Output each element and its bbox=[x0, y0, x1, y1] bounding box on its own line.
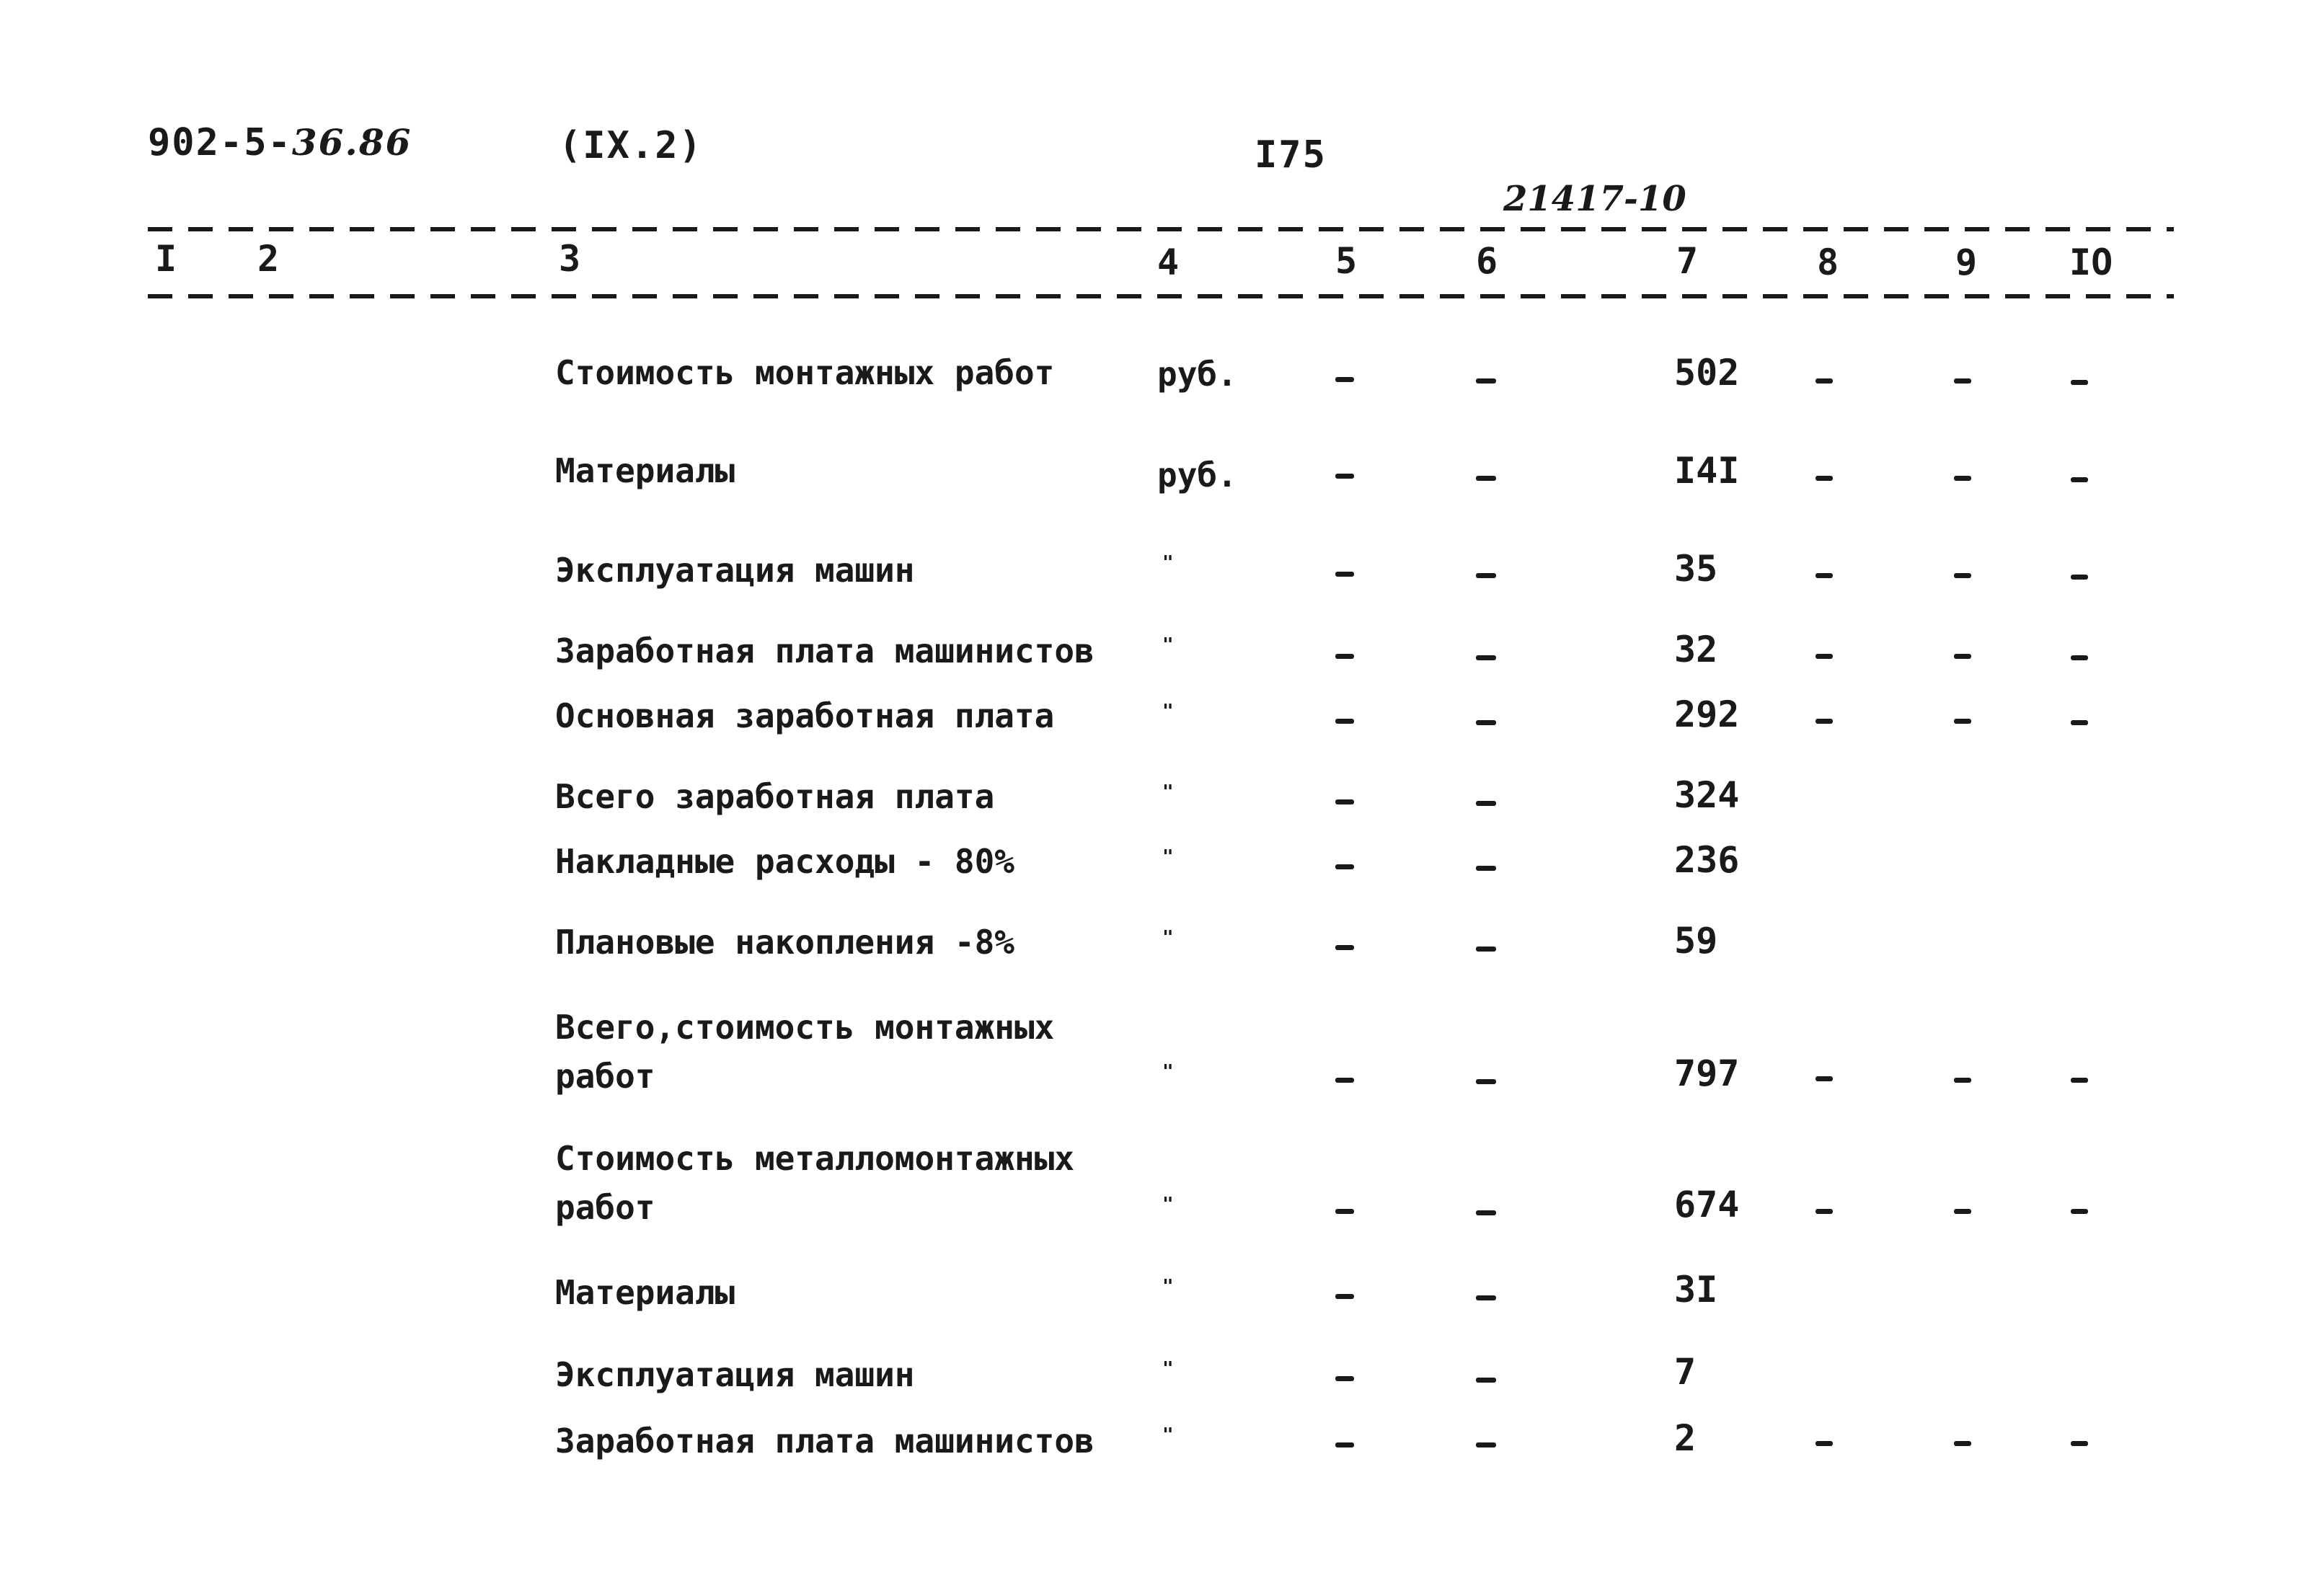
dash-col5 bbox=[1335, 377, 1354, 382]
row-name: Эксплуатация машин bbox=[555, 551, 915, 590]
dash-col5 bbox=[1335, 654, 1354, 659]
row-unit: руб. bbox=[1157, 456, 1237, 495]
row-name-line1: Стоимость металломонтажных bbox=[555, 1139, 1075, 1178]
row-name-line1: Всего,стоимость монтажных bbox=[555, 1008, 1055, 1047]
dash-col9 bbox=[1954, 476, 1971, 481]
row-unit-ditto: " bbox=[1162, 927, 1174, 949]
header-bottom-rule bbox=[148, 294, 2174, 298]
row-value-col7: 797 bbox=[1674, 1052, 1740, 1094]
dash-col9 bbox=[1954, 719, 1971, 724]
dash-col8 bbox=[1816, 719, 1833, 724]
dash-col6 bbox=[1476, 1295, 1496, 1300]
row-unit-ditto: " bbox=[1162, 552, 1174, 574]
row-value-col7: I4I bbox=[1674, 450, 1740, 492]
dash-col8 bbox=[1816, 1209, 1833, 1214]
section-label: (IX.2) bbox=[559, 124, 703, 167]
row-unit-ditto: " bbox=[1162, 1276, 1174, 1298]
dash-col9 bbox=[1954, 573, 1971, 578]
column-header-7: 7 bbox=[1676, 240, 1699, 282]
dash-col9 bbox=[1954, 1078, 1971, 1083]
row-name: Материалы bbox=[555, 1273, 735, 1312]
row-value-col7: 502 bbox=[1674, 352, 1740, 394]
dash-col6 bbox=[1476, 378, 1496, 384]
column-header-1: I bbox=[155, 238, 177, 280]
dash-col5 bbox=[1335, 945, 1354, 950]
dash-col8 bbox=[1816, 654, 1833, 659]
dash-col8 bbox=[1816, 476, 1833, 481]
handwritten-stamp: 21417-10 bbox=[1503, 179, 1686, 219]
column-header-2: 2 bbox=[257, 238, 280, 280]
dash-col5 bbox=[1335, 474, 1354, 479]
dash-col6 bbox=[1476, 573, 1496, 578]
dash-col5 bbox=[1335, 719, 1354, 724]
row-name: Основная заработная плата bbox=[555, 696, 1055, 735]
dash-col5 bbox=[1335, 799, 1354, 804]
row-value-col7: 3I bbox=[1674, 1269, 1718, 1311]
dash-col5 bbox=[1335, 1376, 1354, 1381]
row-value-col7: 324 bbox=[1674, 774, 1740, 816]
dash-col10 bbox=[2071, 575, 2088, 580]
dash-col10 bbox=[2071, 720, 2088, 725]
dash-col6 bbox=[1476, 1079, 1496, 1084]
column-header-9: 9 bbox=[1955, 241, 1978, 283]
dash-col9 bbox=[1954, 1441, 1971, 1446]
dash-col10 bbox=[2071, 1078, 2088, 1083]
row-unit-ditto: " bbox=[1162, 1358, 1174, 1380]
row-name: Эксплуатация машин bbox=[555, 1355, 915, 1394]
dash-col9 bbox=[1954, 654, 1971, 659]
dash-col6 bbox=[1476, 946, 1496, 952]
row-value-col7: 2 bbox=[1674, 1417, 1697, 1459]
dash-col6 bbox=[1476, 655, 1496, 660]
row-name-line2: работ bbox=[555, 1057, 655, 1096]
column-header-4: 4 bbox=[1157, 241, 1180, 283]
row-unit-ditto: " bbox=[1162, 1194, 1174, 1215]
row-name: Накладные расходы - 80% bbox=[555, 842, 1014, 881]
dash-col5 bbox=[1335, 864, 1354, 869]
row-name: Заработная плата машинистов bbox=[555, 631, 1094, 670]
dash-col6 bbox=[1476, 1210, 1496, 1215]
dash-col8 bbox=[1816, 378, 1833, 384]
dash-col10 bbox=[2071, 1209, 2088, 1214]
document-code-prefix: 902-5- bbox=[148, 121, 292, 164]
row-unit-ditto: " bbox=[1162, 634, 1174, 656]
dash-col5 bbox=[1335, 1442, 1354, 1448]
column-header-3: 3 bbox=[559, 238, 581, 280]
dash-col6 bbox=[1476, 866, 1496, 871]
column-header-5: 5 bbox=[1335, 240, 1358, 282]
dash-col6 bbox=[1476, 1378, 1496, 1383]
row-name: Заработная плата машинистов bbox=[555, 1422, 1094, 1460]
row-unit-ditto: " bbox=[1162, 701, 1174, 722]
dash-col10 bbox=[2071, 477, 2088, 482]
page-number: I75 bbox=[1255, 133, 1327, 177]
dash-col10 bbox=[2071, 1441, 2088, 1446]
dash-col5 bbox=[1335, 1209, 1354, 1214]
dash-col5 bbox=[1335, 1078, 1354, 1083]
row-value-col7: 236 bbox=[1674, 839, 1740, 881]
column-header-6: 6 bbox=[1476, 240, 1498, 282]
dash-col5 bbox=[1335, 572, 1354, 577]
row-name-line2: работ bbox=[555, 1188, 655, 1227]
row-unit-ditto: " bbox=[1162, 781, 1174, 803]
row-name: Материалы bbox=[555, 451, 735, 490]
dash-col10 bbox=[2071, 380, 2088, 385]
row-value-col7: 32 bbox=[1674, 629, 1718, 670]
document-code bbox=[148, 121, 412, 164]
row-unit-ditto: " bbox=[1162, 1424, 1174, 1446]
row-value-col7: 35 bbox=[1674, 548, 1718, 590]
dash-col10 bbox=[2071, 655, 2088, 660]
dash-col8 bbox=[1816, 1076, 1833, 1081]
row-unit: руб. bbox=[1157, 355, 1237, 394]
row-name: Всего заработная плата bbox=[555, 777, 995, 816]
row-value-col7: 59 bbox=[1674, 920, 1718, 962]
header-top-rule bbox=[148, 227, 2174, 231]
column-header-10: IO bbox=[2069, 241, 2113, 283]
dash-col9 bbox=[1954, 1209, 1971, 1214]
row-value-col7: 7 bbox=[1674, 1351, 1697, 1393]
dash-col6 bbox=[1476, 1442, 1496, 1448]
dash-col9 bbox=[1954, 378, 1971, 384]
dash-col6 bbox=[1476, 720, 1496, 725]
dash-col5 bbox=[1335, 1294, 1354, 1299]
row-unit-ditto: " bbox=[1162, 1061, 1174, 1083]
row-value-col7: 292 bbox=[1674, 693, 1740, 735]
row-unit-ditto: " bbox=[1162, 846, 1174, 868]
row-value-col7: 674 bbox=[1674, 1184, 1740, 1225]
dash-col6 bbox=[1476, 476, 1496, 481]
dash-col8 bbox=[1816, 1441, 1833, 1446]
dash-col8 bbox=[1816, 573, 1833, 578]
row-name: Стоимость монтажных работ bbox=[555, 353, 1055, 392]
document-code-handwritten: 36.86 bbox=[291, 121, 412, 164]
column-header-8: 8 bbox=[1817, 241, 1839, 283]
row-name: Плановые накопления -8% bbox=[555, 923, 1014, 962]
dash-col6 bbox=[1476, 801, 1496, 806]
